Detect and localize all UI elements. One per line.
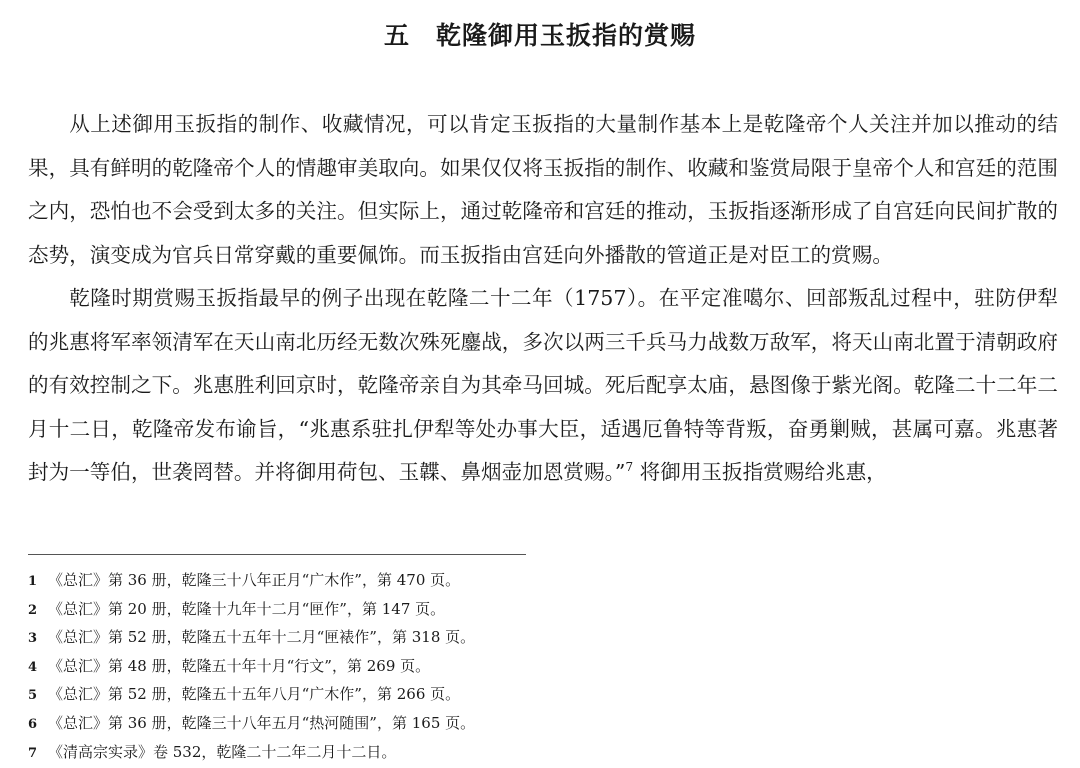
footnote-text: 《总汇》第 20 册，乾隆十九年十二月“匣作”，第 147 页。 [48, 599, 446, 618]
paragraph-1: 从上述御用玉扳指的制作、收藏情况，可以肯定玉扳指的大量制作基本上是乾隆帝个人关注并加以推动的结果，具有鲜明的乾隆帝个人的情趣审美取向。如果仅仅将玉扳指的制作、收藏和鉴赏局限于皇帝个人和宫廷的范围之内，恐怕也不会受到太多的关注。但实际上，通过乾隆帝和宫廷的推动，玉扳指逐渐形成了自宫廷向民间扩散的态势，演变成为官兵日常穿戴的重要佩饰。而玉扳指由宫廷向外播散的管道正是对臣工的赏赐。 [28, 112, 1058, 267]
body-text [28, 103, 1058, 495]
footnote-text: 《总汇》第 52 册，乾隆五十五年十二月“匣裱作”，第 318 页。 [48, 628, 476, 647]
footnote-text: 《总汇》第 48 册，乾隆五十年十月“行文”，第 269 页。 [48, 656, 431, 675]
footnote-divider [28, 554, 526, 555]
footnote-number: 2 [28, 602, 38, 618]
paragraph-2-text-before: 乾隆时期赏赐玉扳指最早的例子出现在乾隆二十二年（1757）。在平定准噶尔、回部叛乱过程中，驻防伊犁的兆惠将军率领清军在天山南北历经无数次殊死鏖战，多次以两三千兵马力战数万敌军，将天山南北置于清朝政府的有效控制之下。兆惠胜利回京时，乾隆帝亲自为其牵马回城。死后配享太庙，悬图像于紫光阁。乾隆二十二年二月十二日，乾隆帝发布谕旨，“兆惠系驻扎伊犁等处办事大臣，适遇厄鲁特等背叛，奋勇剿贼，甚属可嘉。兆惠著封为一等伯，世袭罔替。并将御用荷包、玉韘、鼻烟壶加恩赏赐。” [28, 286, 1058, 484]
footnote-item [28, 681, 1058, 710]
paragraph-2-text-after: 将御用玉扳指赏赐给兆惠， [633, 460, 887, 484]
footnote-number: 6 [28, 716, 38, 732]
footnote-text: 《总汇》第 52 册，乾隆五十五年八月“广木作”，第 266 页。 [48, 685, 461, 704]
paragraph-2 [28, 277, 1058, 495]
footnote-text: 《清高宗实录》卷 532，乾隆二十二年二月十二日。 [48, 742, 397, 761]
footnote-item [28, 596, 1058, 625]
footnote-number: 4 [28, 659, 38, 675]
footnotes [28, 567, 1058, 767]
footnote-text: 《总汇》第 36 册，乾隆三十八年五月“热河随围”，第 165 页。 [48, 713, 476, 732]
chapter-title: 五 乾隆御用玉扳指的赏赐 [383, 21, 696, 50]
footnote-item [28, 567, 1058, 596]
footnote-item [28, 624, 1058, 653]
footnote-item [28, 710, 1058, 739]
footnote-number: 7 [28, 745, 38, 761]
footnote-text: 《总汇》第 36 册，乾隆三十八年正月“广木作”，第 470 页。 [48, 571, 461, 589]
footnote-reference-7[interactable]: 7 [625, 460, 634, 475]
footnote-item [28, 739, 1058, 768]
footnote-item [28, 653, 1058, 682]
footnote-number: 5 [28, 688, 38, 704]
footnote-number: 3 [28, 631, 38, 647]
footnote-number: 1 [28, 574, 38, 589]
